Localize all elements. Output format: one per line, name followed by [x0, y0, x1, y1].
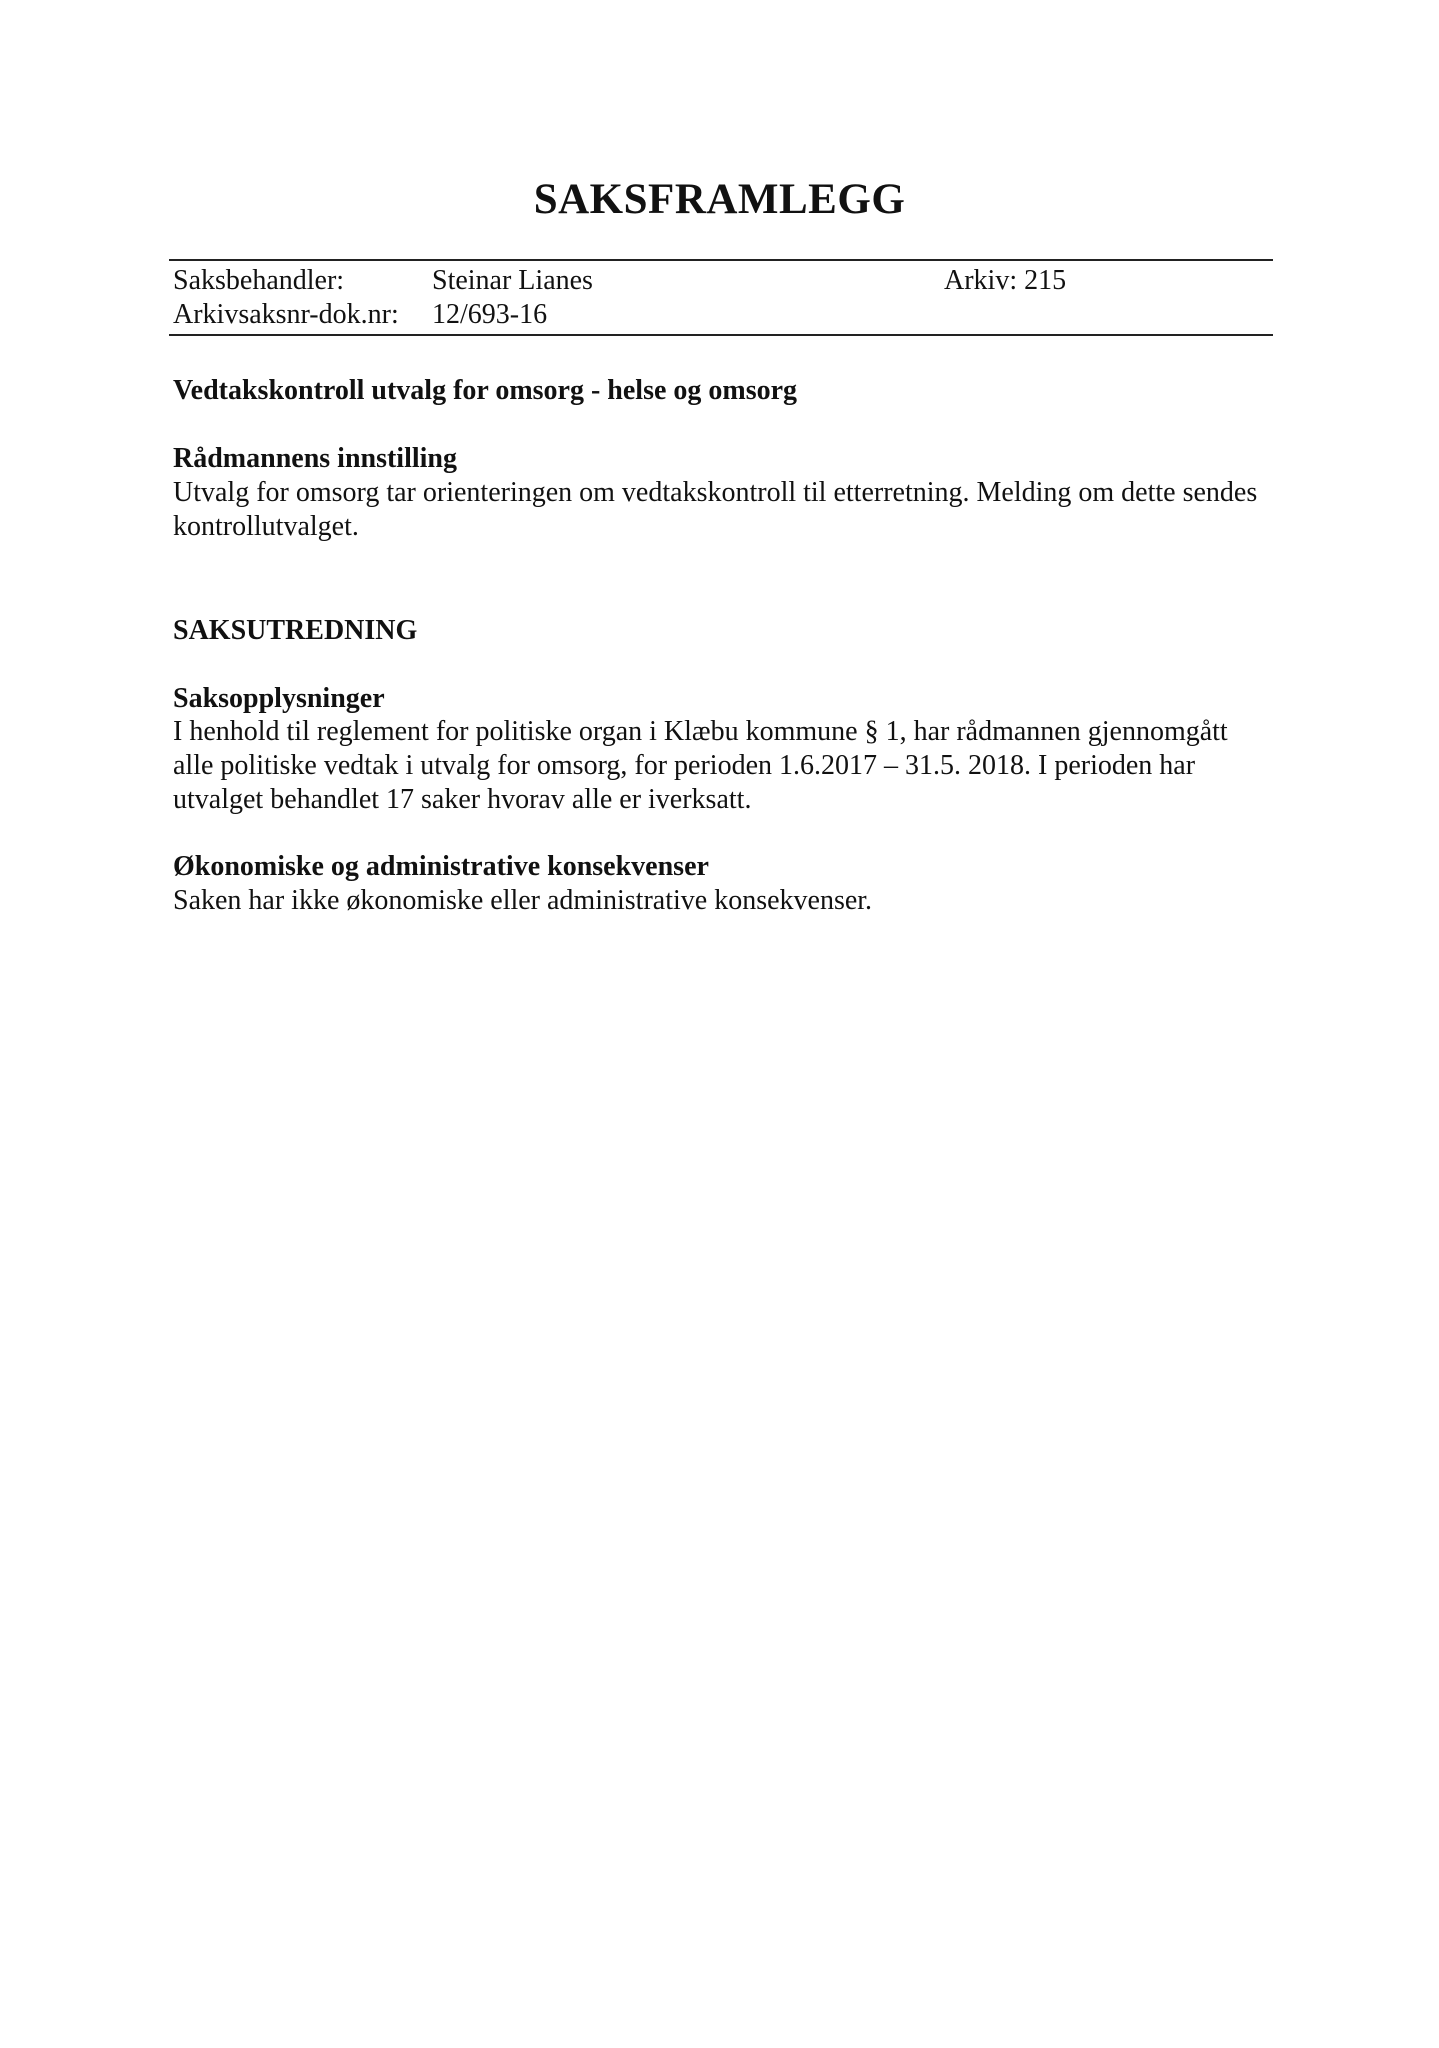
meta-row-saksbehandler [173, 264, 1273, 298]
header-top-rule [169, 259, 1273, 261]
saksopplysninger-text [173, 715, 1263, 817]
case-subject: Vedtakskontroll utvalg for omsorg - helse og omsorg [173, 375, 798, 406]
konsekvenser-text [173, 884, 1263, 918]
saksopplysninger-heading: Saksopplysninger [173, 683, 385, 714]
arkiv-value: Arkiv: 215 [944, 265, 1067, 296]
saksutredning-heading: SAKSUTREDNING [173, 615, 418, 646]
innstilling-paragraph: Utvalg for omsorg tar orienteringen om vedtakskontroll til etterretning. Melding om dette sendes kontrollutvalget. [173, 477, 1258, 542]
saksbehandler-label: Saksbehandler: [173, 265, 345, 296]
innstilling-heading: Rådmannens innstilling [173, 443, 457, 474]
saksopplysninger-paragraph: I henhold til reglement for politiske organ i Klæbu kommune § 1, har rådmannen gjennomgått alle politiske vedtak i utvalg for omsorg, for perioden 1.6.2017 – 31.5. 2018. I perioden har utvalget behandlet 17 saker hvorav alle er iverksatt. [173, 716, 1228, 815]
document-title: SAKSFRAMLEGG [533, 176, 906, 223]
konsekvenser-paragraph: Saken har ikke økonomiske eller administrative konsekvenser. [173, 885, 873, 916]
arkivsaksnr-label: Arkivsaksnr-dok.nr: [173, 299, 399, 330]
arkivsaksnr-value: 12/693-16 [432, 299, 548, 330]
konsekvenser-heading: Økonomiske og administrative konsekvenser [173, 851, 709, 882]
meta-row-arkivsaksnr [173, 298, 1273, 332]
header-bottom-rule [169, 334, 1273, 336]
saksbehandler-value: Steinar Lianes [432, 265, 593, 296]
innstilling-text [173, 476, 1263, 544]
